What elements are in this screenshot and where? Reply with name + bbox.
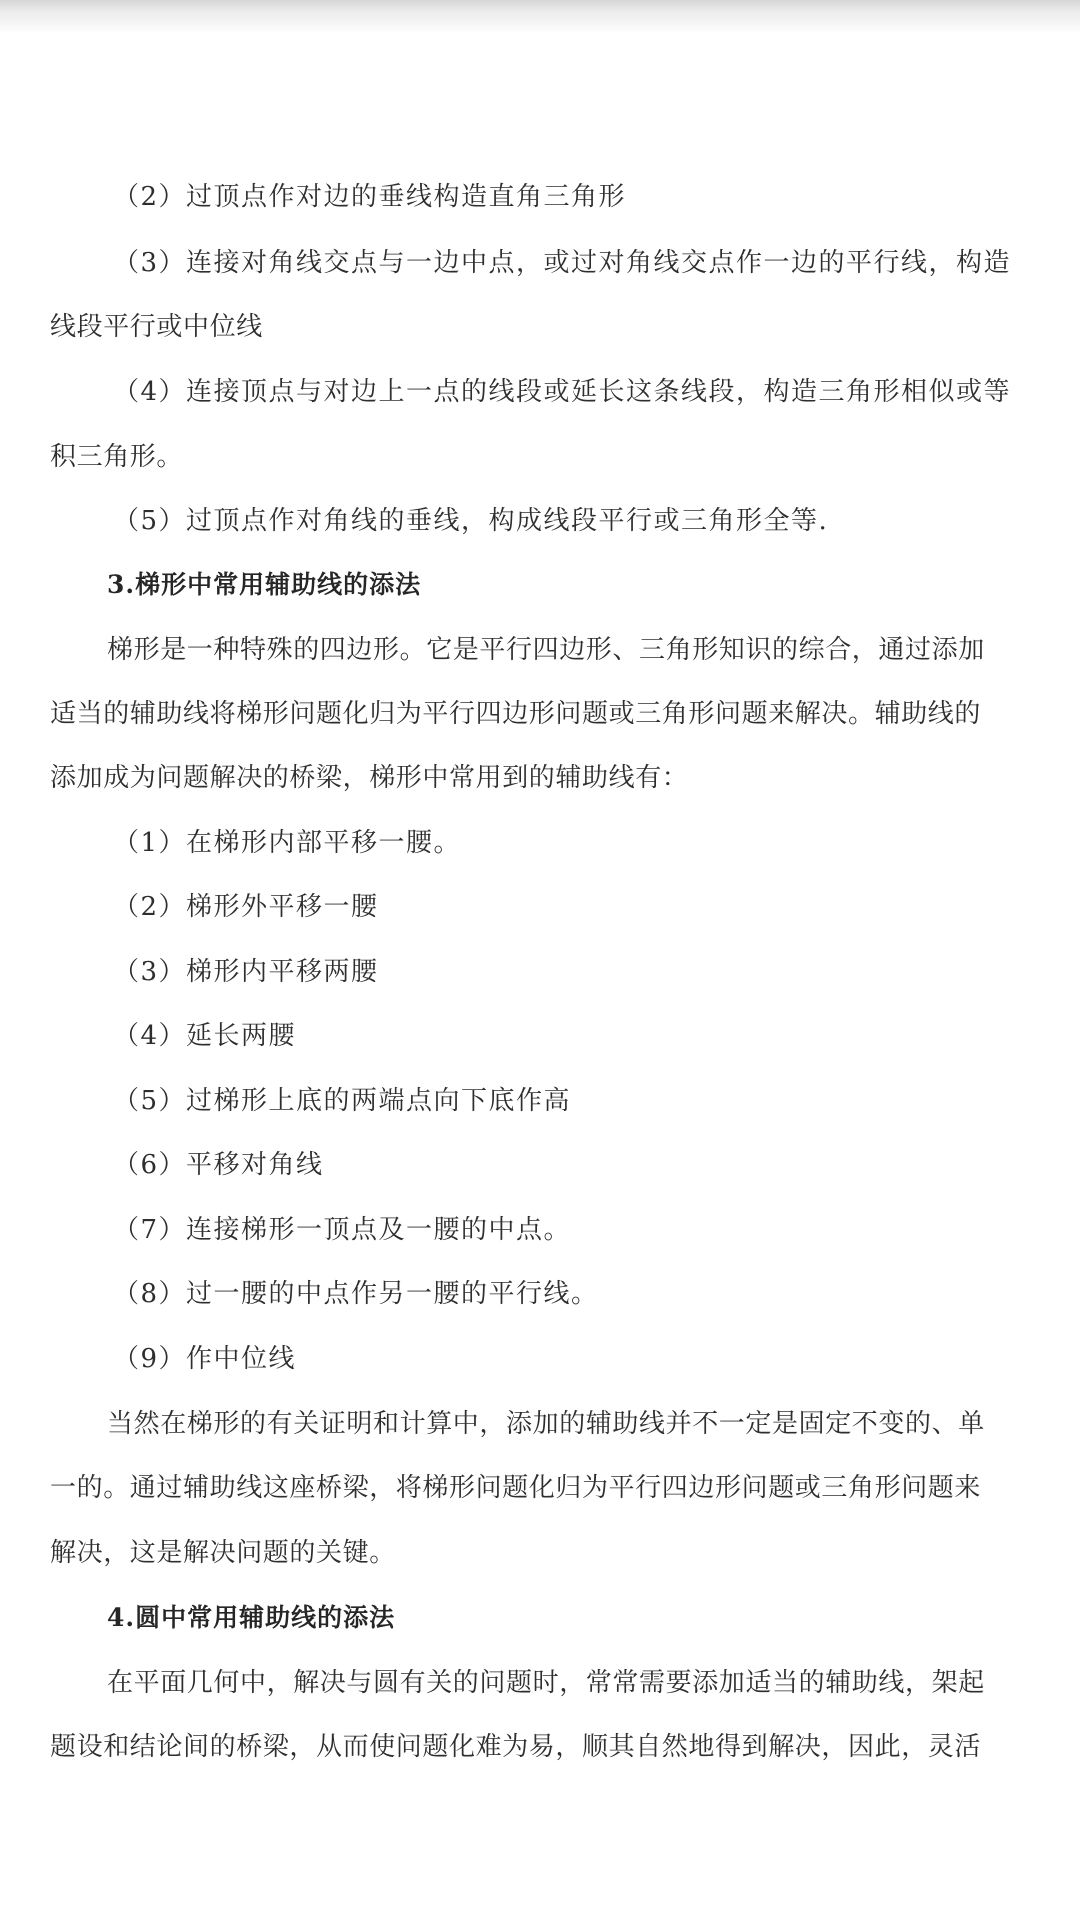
- text-line: 解决，这是解决问题的关键。: [50, 1538, 396, 1568]
- text-line: 在平面几何中，解决与圆有关的问题时，常常需要添加适当的辅助线，架起: [107, 1668, 985, 1698]
- text-line: 题设和结论间的桥梁，从而使问题化难为易，顺其自然地得到解决，因此，灵活: [50, 1732, 982, 1762]
- section-heading: 3.梯形中常用辅助线的添法: [107, 570, 422, 599]
- text-line: 当然在梯形的有关证明和计算中，添加的辅助线并不一定是固定不变的、单: [107, 1409, 985, 1439]
- list-item: （8）过一腰的中点作另一腰的平行线。: [113, 1279, 599, 1309]
- text-line: 一的。通过辅助线这座桥梁，将梯形问题化归为平行四边形问题或三角形问题来: [50, 1473, 982, 1503]
- text-line: 梯形是一种特殊的四边形。它是平行四边形、三角形知识的综合，通过添加: [107, 635, 985, 665]
- list-item: （3）梯形内平移两腰: [113, 957, 379, 987]
- text-line: （5）过顶点作对角线的垂线，构成线段平行或三角形全等.: [113, 506, 829, 536]
- text-line: 适当的辅助线将梯形问题化归为平行四边形问题或三角形问题来解决。辅助线的: [50, 699, 982, 729]
- list-item: （4）延长两腰: [113, 1021, 297, 1051]
- text-line: （2）过顶点作对边的垂线构造直角三角形: [113, 182, 627, 212]
- text-line: 积三角形。: [50, 442, 184, 472]
- list-item: （7）连接梯形一顶点及一腰的中点。: [113, 1215, 572, 1245]
- section-heading: 4.圆中常用辅助线的添法: [107, 1603, 396, 1632]
- list-item: （5）过梯形上底的两端点向下底作高: [113, 1086, 572, 1116]
- list-item: （6）平移对角线: [113, 1150, 324, 1180]
- text-line: （3）连接对角线交点与一边中点，或过对角线交点作一边的平行线，构造: [113, 248, 1012, 278]
- list-item: （9）作中位线: [113, 1344, 297, 1374]
- text-line: （4）连接顶点与对边上一点的线段或延长这条线段，构造三角形相似或等: [113, 377, 1012, 407]
- text-line: 添加成为问题解决的桥梁，梯形中常用到的辅助线有：: [50, 763, 689, 793]
- text-line: 线段平行或中位线: [50, 312, 263, 342]
- list-item: （1）在梯形内部平移一腰。: [113, 828, 462, 858]
- list-item: （2）梯形外平移一腰: [113, 892, 379, 922]
